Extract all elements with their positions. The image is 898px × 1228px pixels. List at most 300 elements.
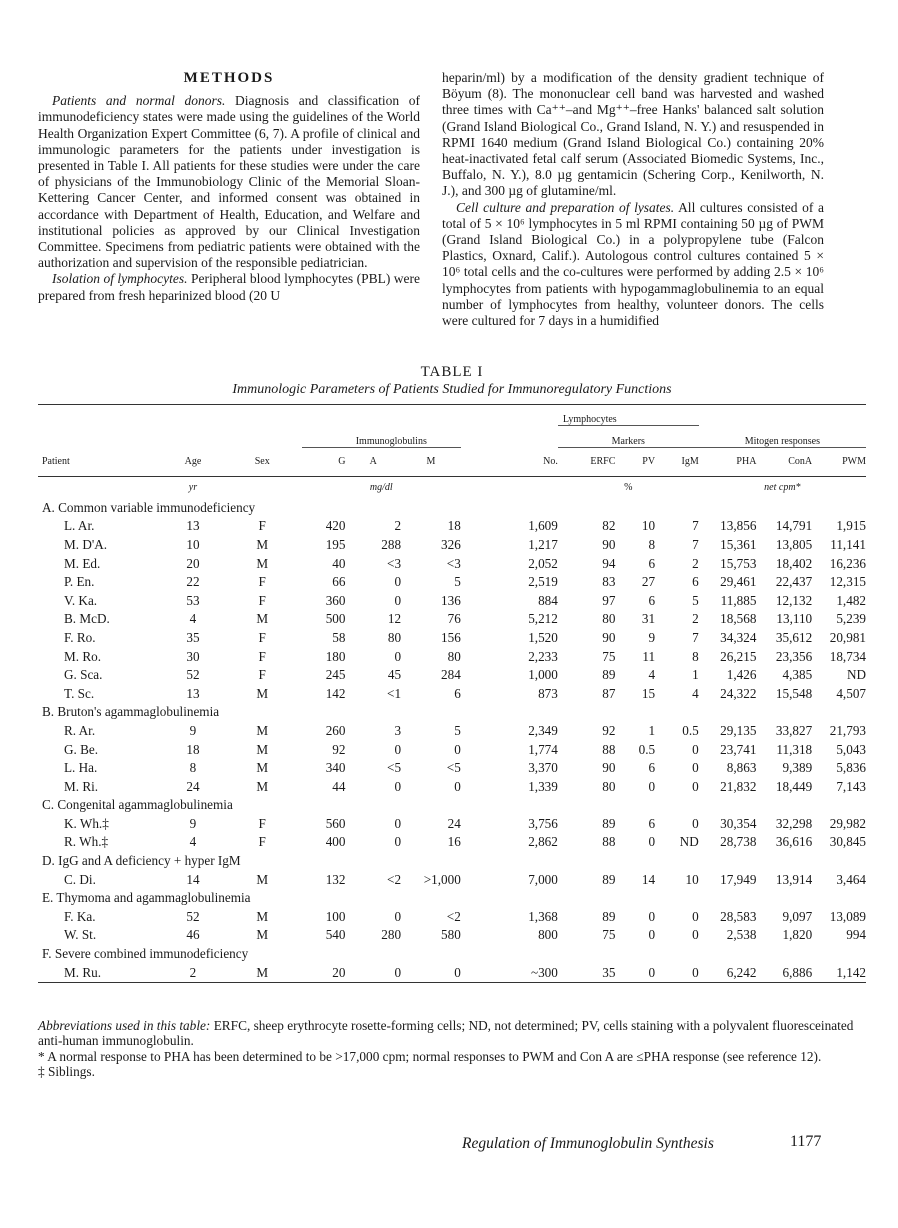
cell-igm-serum: 136 [441,592,461,608]
cell-igg: 100 [325,908,346,924]
table-row [38,666,866,685]
star-note: * A normal response to PHA has been determined to be >17,000 cpm; normal responses to PWM and Con A are ≤PHA response (see reference 12). [38,1048,822,1064]
cell-sex: M [256,964,269,980]
cell-erfc: 87 [602,685,616,701]
cell-sex: F [258,667,266,683]
cell-igg: 420 [325,518,346,534]
cell-igg: 40 [332,555,346,571]
cell-patient: V. Ka. [64,592,98,608]
header-igm: IgM [655,448,699,477]
table-row [38,722,866,741]
cell-patient: G. Sca. [64,667,103,683]
cell-lymph-no: 1,609 [528,518,558,534]
cell-sex: M [256,741,269,757]
cell-lymph-no: 2,233 [528,648,558,664]
cell-sex: M [256,536,269,552]
cell-lymph-no: 3,370 [528,760,558,776]
cell-erfc: 80 [602,611,616,627]
cell-erfc: 90 [602,760,616,776]
cell-igm-marker: 5 [692,592,699,608]
cell-cona: 15,548 [775,685,813,701]
cell-age: 13 [186,518,200,534]
header-age: Age [184,456,202,467]
cell-sex: M [256,685,269,701]
cell-sex: M [256,760,269,776]
group-header-row [38,889,866,908]
cell-igm-serum: <3 [446,555,461,571]
cell-igg: 260 [325,722,346,738]
cell-igm-marker: 6 [692,574,699,590]
group-header-row [38,703,866,722]
header-lymphocytes: Lymphocytes [562,414,617,425]
cell-cona: 35,612 [775,629,813,645]
cell-sex: F [258,629,266,645]
header-g: G [302,448,346,477]
table-row [38,647,866,666]
cell-lymph-no: 1,368 [528,908,558,924]
cell-igm-serum: 18 [447,518,461,534]
cell-pv: 9 [648,629,656,645]
cell-igm-serum: 580 [441,927,461,943]
cell-erfc: 83 [602,574,616,590]
cell-pwm: 12,315 [829,574,866,590]
cell-cona: 4,385 [782,667,813,683]
cell-igm-marker: 0 [692,760,699,776]
cell-igm-serum: 6 [454,685,461,701]
cell-patient: T. Sc. [64,685,95,701]
cell-igm-marker: ND [679,834,699,850]
unit-age: yr [188,482,198,493]
cell-igg: 400 [325,834,346,850]
cell-erfc: 80 [602,778,616,794]
cell-igm-marker: 7 [692,518,699,534]
cell-erfc: 89 [602,815,616,831]
cell-igm-serum: 16 [447,834,461,850]
cell-age: 35 [186,629,200,645]
table-label: TABLE I [420,364,484,380]
cell-pv: 14 [641,871,656,887]
cell-cona: 33,827 [775,722,813,738]
cell-igm-serum: 5 [454,574,461,590]
header-patient: Patient [42,456,70,467]
cell-cona: 22,437 [775,574,813,590]
cell-lymph-no: 5,212 [528,611,558,627]
cell-igm-marker: 2 [692,611,699,627]
culture-body: All cultures consisted of a total of 5 × 10⁶ lymphocytes in 5 ml RPMI containing 50 µg of PWM (Grand Island Biological Co.) in a polypropylene tube (Falcon Plastics, Oxnard, Calif.). Autologous control cultures contained 5 × 10⁶ total cells and the co-cultures were performed by adding 2.5 × 10⁶ lymphocytes from patients with hypogammaglobulinemia to an equal number of lymphocytes from healthy, volunteer donors. The cells were cultured for 7 days in a humidified [442,199,824,329]
patients-runin: Patients and normal donors. [52,93,226,109]
data-table [38,404,866,983]
cell-igm-serum: 326 [441,536,461,552]
cell-iga: 0 [394,834,402,850]
cell-age: 46 [186,927,200,943]
unit-ig: mg/dl [369,482,393,493]
table-row [38,963,866,982]
cell-iga: 80 [387,629,402,645]
cell-pha: 21,832 [720,778,757,794]
cell-pha: 30,354 [720,815,757,831]
cell-pv: 6 [648,760,656,776]
cell-igm-marker: 0 [692,927,699,943]
cell-igm-serum: 284 [441,667,461,683]
isolation-body: Peripheral blood lymphocytes (PBL) were prepared from fresh heparinized blood (20 U [38,271,421,303]
header-pv: PV [615,448,655,477]
header-pha: PHA [699,448,757,477]
cell-age: 22 [186,574,200,590]
running-footer-title: Regulation of Immunoglobulin Synthesis [462,1135,714,1152]
cell-igm-marker: 8 [692,648,699,664]
cell-patient: M. Ri. [64,778,99,794]
cell-age: 52 [186,908,200,924]
cell-iga: 0 [394,592,402,608]
cell-pwm: 21,793 [829,722,866,738]
cell-patient: C. Di. [64,871,96,887]
cell-erfc: 90 [602,536,616,552]
cell-igg: 132 [325,871,346,887]
right-column [442,70,824,329]
cell-pha: 28,583 [720,908,757,924]
cell-pv: 4 [648,667,656,683]
cell-igm-serum: 76 [447,611,461,627]
cell-pv: 6 [648,815,656,831]
cell-lymph-no: 2,862 [528,834,558,850]
group-header-row [38,852,866,871]
cell-age: 13 [186,685,200,701]
methods-heading: METHODS [183,70,275,86]
cell-iga: <3 [387,555,402,571]
cell-iga: 0 [394,648,402,664]
cell-sex: F [258,815,266,831]
group-label: A. Common variable immunodeficiency [42,499,256,515]
cell-iga: 0 [394,778,402,794]
cell-igg: 360 [325,592,346,608]
cell-sex: F [258,574,266,590]
cell-cona: 1,820 [782,927,813,943]
abbreviations-label: Abbreviations used in this table: [38,1018,211,1033]
cell-pv: 0 [648,908,656,924]
cell-lymph-no: ~300 [530,964,558,980]
cell-igm-serum: 156 [441,629,461,645]
cell-erfc: 94 [602,555,616,571]
table-row [38,610,866,629]
cell-age: 14 [186,871,200,887]
cell-iga: 3 [394,722,402,738]
cell-age: 53 [186,592,200,608]
cell-igm-serum: <2 [446,908,461,924]
cell-igg: 500 [325,611,346,627]
table-row [38,777,866,796]
cell-igg: 245 [325,667,346,683]
cell-lymph-no: 3,756 [528,815,558,831]
cell-igm-marker: 0.5 [682,722,699,738]
patients-body: Diagnosis and classification of immunodeficiency states were made using the guidelines of the World Health Organization Expert Committee (6, 7). A profile of clinical and immunologic parameters for the patients under investigation is presented in Table I. All patients for these studies were under the care of physicians of the Immunobiology Clinic of the Memorial Sloan-Kettering Cancer Center, and informed consent was obtained in accordance with Department of Health, Education, and Welfare and institutional policies as approved by our Clinical Investigation Committee. Specimens from pediatric patients were obtained with the authorization and supervision of the responsible pediatrician. [38,93,420,271]
cell-pv: 11 [642,648,656,664]
cell-pha: 29,461 [720,574,757,590]
cell-lymph-no: 1,774 [528,741,558,757]
cell-iga: <5 [387,760,402,776]
cell-pha: 6,242 [726,964,757,980]
group-header-row [38,945,866,964]
cell-cona: 11,318 [776,741,813,757]
table-caption: Immunologic Parameters of Patients Studied for Immunoregulatory Functions [232,382,672,397]
header-cona: ConA [756,448,812,477]
table-row [38,629,866,648]
cell-cona: 18,402 [775,555,813,571]
cell-pwm: 994 [846,927,866,943]
cell-erfc: 92 [602,722,616,738]
cell-igm-marker: 0 [692,908,699,924]
table-body [38,499,866,983]
cell-cona: 9,097 [782,908,813,924]
cell-pv: 0 [648,778,656,794]
cell-erfc: 89 [602,908,616,924]
cell-igm-serum: 80 [447,648,461,664]
table-row [38,554,866,573]
header-immunoglobulins: Immunoglobulins [355,436,427,447]
cell-lymph-no: 2,349 [528,722,558,738]
group-label: F. Severe combined immunodeficiency [42,946,249,962]
cell-sex: M [256,871,269,887]
header-a: A [345,448,401,477]
cell-iga: 0 [394,908,402,924]
cell-igm-marker: 0 [692,778,699,794]
cell-igg: 58 [332,629,346,645]
unit-mitogen: net cpm* [764,482,801,493]
cell-iga: 288 [381,536,402,552]
cell-age: 9 [189,722,197,738]
cell-sex: M [256,778,269,794]
cell-iga: 45 [387,667,402,683]
cell-igm-serum: >1,000 [423,871,461,887]
cell-igg: 44 [332,778,346,794]
table-row [38,833,866,852]
cell-pv: 1 [648,722,656,738]
cell-erfc: 75 [602,927,616,943]
culture-paragraph [442,200,824,330]
cell-erfc: 89 [602,871,616,887]
cell-age: 18 [186,741,200,757]
table-row [38,870,866,889]
cell-iga: 2 [394,518,402,534]
cell-igm-marker: 10 [685,871,699,887]
cell-lymph-no: 800 [538,927,558,943]
cell-pwm: ND [846,667,866,683]
cell-lymph-no: 7,000 [528,871,558,887]
cell-sex: F [258,518,266,534]
cell-age: 20 [186,555,200,571]
cell-pha: 17,949 [720,871,757,887]
cell-pha: 34,324 [720,629,757,645]
cell-igm-serum: 5 [454,722,461,738]
cell-age: 10 [186,536,200,552]
cell-patient: B. McD. [64,611,110,627]
cell-erfc: 90 [602,629,616,645]
cell-igm-marker: 1 [692,667,699,683]
cell-igg: 340 [325,760,346,776]
cell-pha: 8,863 [726,760,757,776]
cell-patient: M. D'A. [64,536,108,552]
cell-igg: 560 [325,815,346,831]
cell-iga: 0 [394,964,402,980]
page-number: 1177 [790,1133,822,1150]
cell-igm-marker: 4 [692,685,699,701]
cell-igm-serum: <5 [446,760,461,776]
header-markers: Markers [558,426,699,448]
cell-lymph-no: 873 [538,685,558,701]
cell-igg: 142 [325,685,346,701]
cell-patient: W. St. [64,927,97,943]
abbreviations-text: ERFC, sheep erythrocyte rosette-forming cells; ND, not determined; PV, cells staining with a polyvalent fluoresceinated anti-human immunoglobulin. [38,1018,854,1049]
cell-pwm: 18,734 [829,648,866,664]
cell-sex: M [256,908,269,924]
cell-igm-serum: 0 [454,741,461,757]
cell-pha: 29,135 [720,722,757,738]
cell-pha: 26,215 [720,648,757,664]
table-row [38,740,866,759]
cell-cona: 9,389 [782,760,813,776]
cell-pwm: 13,089 [829,908,866,924]
cell-pwm: 3,464 [836,871,866,887]
table-notes [38,1018,866,1080]
cell-age: 24 [186,778,200,794]
cell-igm-marker: 0 [692,741,699,757]
table-row [38,517,866,536]
header-m: M [401,448,461,477]
cell-sex: M [256,927,269,943]
table-row [38,908,866,927]
table-row [38,684,866,703]
cell-sex: M [256,611,269,627]
cell-igg: 20 [332,964,346,980]
cell-lymph-no: 1,000 [528,667,558,683]
cell-igm-marker: 0 [692,964,699,980]
header-mitogen: Mitogen responses [744,436,820,447]
group-label: E. Thymoma and agammaglobulinemia [42,890,251,906]
cell-pwm: 30,845 [829,834,866,850]
cell-cona: 12,132 [775,592,813,608]
cell-pha: 11,885 [720,592,757,608]
cell-iga: <2 [387,871,402,887]
cell-pha: 2,538 [726,927,757,943]
cell-pwm: 5,043 [836,741,866,757]
cell-patient: F. Ka. [64,908,96,924]
cell-pwm: 1,915 [836,518,866,534]
cell-igg: 66 [332,574,346,590]
group-header-row [38,796,866,815]
cell-age: 4 [189,611,197,627]
cell-pv: 0.5 [638,741,656,757]
cell-igg: 195 [325,536,346,552]
cell-pha: 24,322 [720,685,757,701]
cell-pwm: 5,239 [836,611,866,627]
cell-erfc: 97 [602,592,616,608]
cell-pha: 15,361 [720,536,757,552]
cell-pv: 0 [648,964,656,980]
table-row [38,573,866,592]
cell-igm-serum: 24 [447,815,461,831]
cell-lymph-no: 884 [538,592,558,608]
left-column [38,70,420,304]
cell-erfc: 89 [602,667,616,683]
cell-age: 9 [189,815,197,831]
cell-pv: 0 [648,834,656,850]
cell-cona: 13,914 [775,871,813,887]
cell-lymph-no: 1,217 [528,536,558,552]
cell-igg: 540 [325,927,346,943]
cell-patient: P. En. [64,574,95,590]
cell-pv: 27 [641,574,656,590]
cell-pha: 1,426 [726,667,757,683]
dagger-note: ‡ Siblings. [38,1064,95,1080]
cell-pv: 31 [641,611,656,627]
cell-age: 4 [189,834,197,850]
cell-patient: M. Ru. [64,964,102,980]
cell-age: 8 [189,760,197,776]
cell-patient: M. Ro. [64,648,102,664]
cell-pv: 6 [648,592,656,608]
group-label: C. Congenital agammaglobulinemia [42,797,233,813]
cell-sex: M [256,555,269,571]
cell-erfc: 35 [602,964,616,980]
isolation-paragraph [38,271,420,303]
cell-sex: F [258,592,266,608]
isolation-runin: Isolation of lymphocytes. [52,271,188,287]
cell-patient: R. Wh.‡ [64,834,109,850]
cell-age: 52 [186,667,200,683]
group-header-row [38,499,866,518]
cell-cona: 6,886 [782,964,813,980]
cell-patient: L. Ha. [64,760,98,776]
cell-iga: 280 [381,927,402,943]
cell-pwm: 5,836 [836,760,866,776]
cell-lymph-no: 1,520 [528,629,558,645]
abbreviations-note [38,1018,866,1049]
table-row [38,536,866,555]
cell-pv: 6 [648,555,656,571]
cell-iga: 12 [387,611,402,627]
cell-pha: 28,738 [720,834,757,850]
table-block [38,364,866,983]
cell-pwm: 16,236 [829,555,866,571]
header-erfc: ERFC [558,448,616,477]
cell-erfc: 88 [602,834,616,850]
cell-iga: 0 [394,574,402,590]
cell-pwm: 4,507 [836,685,866,701]
cell-cona: 14,791 [775,518,813,534]
cell-pv: 15 [641,685,656,701]
cell-iga: 0 [394,815,402,831]
group-label: B. Bruton's agammaglobulinemia [42,704,220,720]
cell-pwm: 1,482 [836,592,866,608]
cell-iga: 0 [394,741,402,757]
cell-igg: 180 [325,648,346,664]
cell-igm-marker: 7 [692,536,699,552]
cell-patient: R. Ar. [64,722,96,738]
cell-pha: 13,856 [720,518,757,534]
culture-runin: Cell culture and preparation of lysates. [456,199,675,215]
table-row [38,815,866,834]
cell-lymph-no: 2,519 [528,574,558,590]
cell-patient: K. Wh.‡ [64,815,109,831]
cell-pv: 10 [641,518,656,534]
cell-igm-marker: 0 [692,815,699,831]
cell-age: 30 [186,648,200,664]
cell-sex: M [256,722,269,738]
cell-erfc: 82 [602,518,616,534]
table-row [38,759,866,778]
cell-pha: 15,753 [720,555,757,571]
cell-pwm: 1,142 [836,964,866,980]
isolation-continuation: heparin/ml) by a modification of the density gradient technique of Böyum (8). The mononuclear cell band was harvested and washed three times with Ca⁺⁺–and Mg⁺⁺–free Hanks' balanced salt solution (Grand Island Biological Co., Grand Island, N. Y.) and resuspended in RPMI 1640 medium (Grand Island Biological Co.) containing 20% heat-inactivated fetal calf serum (Associated Biomedic Systems, Inc., Buffalo, N. Y.), 8.0 µg gentamicin (Schering Corp., Kenilworth, N. J.), and 300 µg of glutamine/ml. [442,70,824,199]
